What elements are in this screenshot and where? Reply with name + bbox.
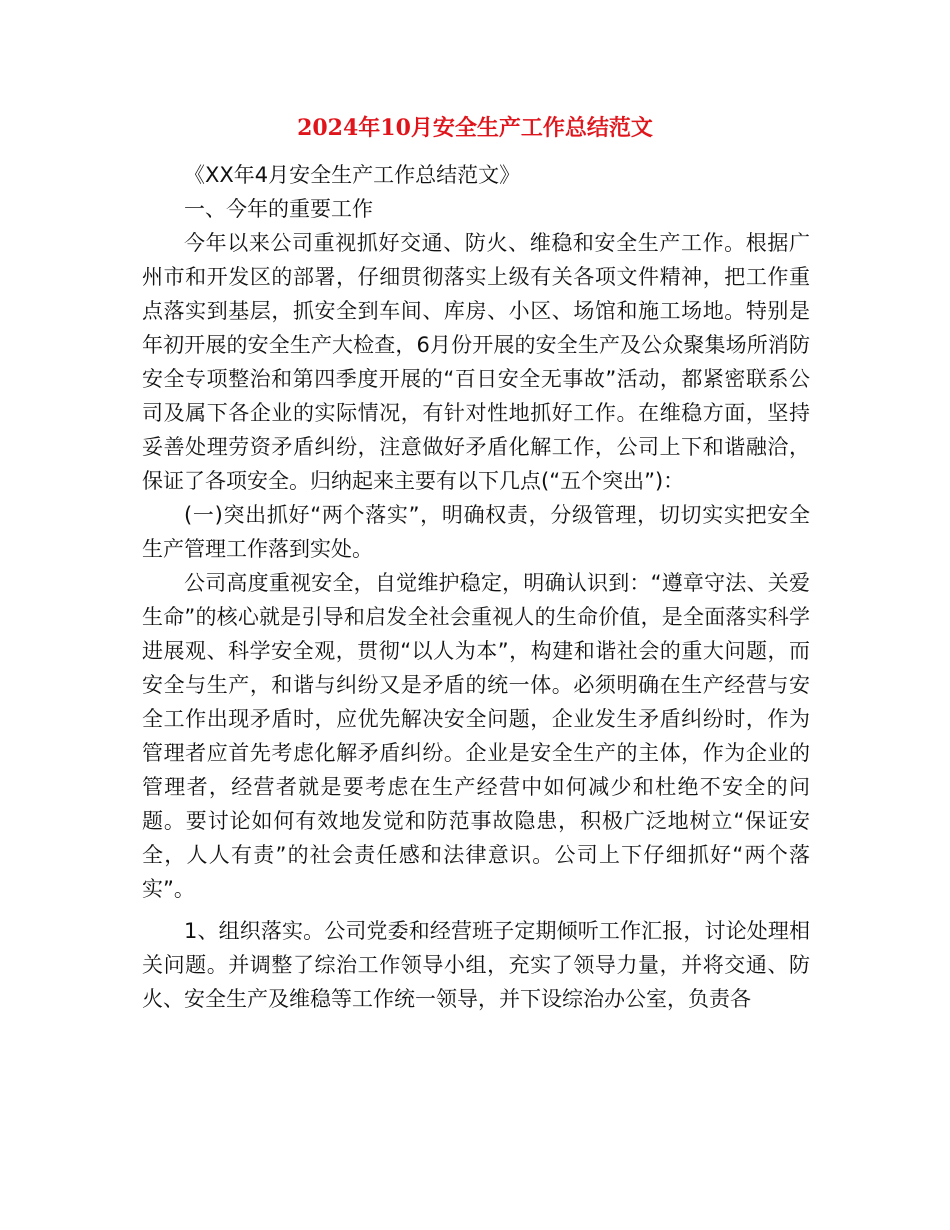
section-heading: 一、今年的重要工作 <box>184 197 373 221</box>
subsection-heading: (一)突出抓好“两个落实”，明确权责，分级管理，切切实实把安全生产管理工作落到实处。 <box>142 503 810 561</box>
document-title: 2024年10月安全生产工作总结范文 <box>297 115 653 141</box>
paragraph: 公司高度重视安全，自觉维护稳定，明确认识到：“遵章守法、关爱生命”的核心就是引导和启发全社会重视人的生命价值，是全面落实科学进展观、科学安全观，贯彻“以人为本”，构建和谐社会的重大问题，而安全与生产，和谐与纠纷又是矛盾的统一体。必须明确在生产经营与安全工作出现矛盾时，应优先解决安全问题，企业发生矛盾纠纷时，作为管理者应首先考虑化解矛盾纠纷。企业是安全生产的主体，作为企业的管理者，经营者就是要考虑在生产经营中如何减少和杜绝不安全的问题。要讨论如何有效地发觉和防范事故隐患，积极广泛地树立“保证安全，人人有责”的社会责任感和法律意识。公司上下仔细抓好“两个落实”。 <box>142 571 810 901</box>
paragraph-subtitle: 《XX年4月安全生产工作总结范文》 <box>184 163 521 187</box>
paragraph: 1、组织落实。公司党委和经营班子定期倾听工作汇报，讨论处理相关问题。并调整了综治工作领导小组，充实了领导力量，并将交通、防火、安全生产及维稳等工作统一领导，并下设综治办公室，负责各 <box>142 919 810 1011</box>
paragraph: 今年以来公司重视抓好交通、防火、维稳和安全生产工作。根据广州市和开发区的部署，仔细贯彻落实上级有关各项文件精神，把工作重点落实到基层，抓安全到车间、库房、小区、场馆和施工场地。特别是年初开展的安全生产大检查，6月份开展的安全生产及公众聚集场所消防安全专项整治和第四季度开展的“百日安全无事故”活动，都紧密联系公司及属下各企业的实际情况，有针对性地抓好工作。在维稳方面，坚持妥善处理劳资矛盾纠纷，注意做好矛盾化解工作，公司上下和谐融洽，保证了各项安全。归纳起来主要有以下几点(“五个突出”)： <box>142 231 810 493</box>
document-body <box>142 158 810 1016</box>
